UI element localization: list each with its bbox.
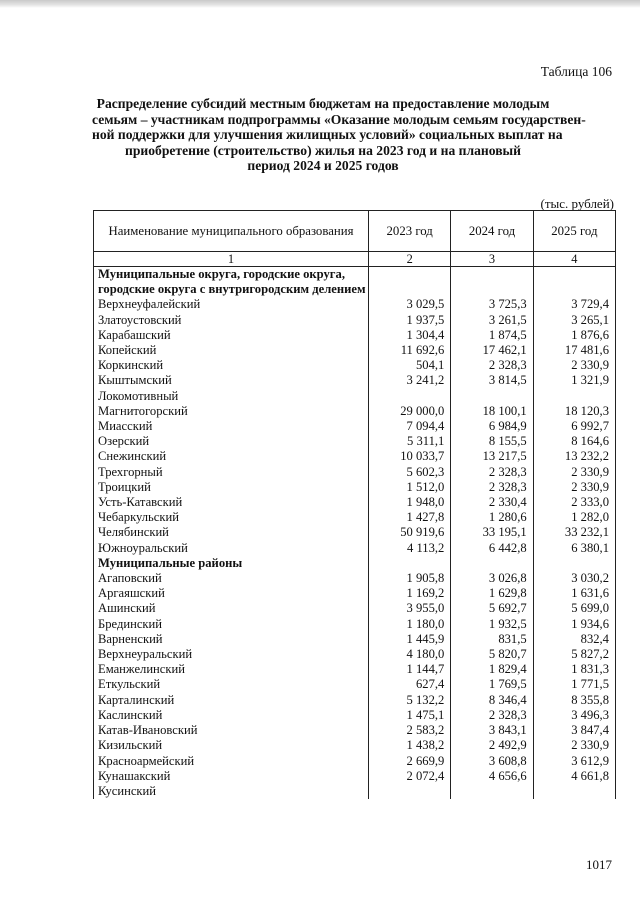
column-header-2025: 2025 год [533,211,615,252]
value-2024: 6 984,9 [451,419,533,434]
value-2024: 1 280,6 [451,510,533,525]
value-2023: 29 000,0 [369,404,451,419]
municipality-name: Верхнеуральский [94,647,369,662]
municipality-name: Агаповский [94,571,369,586]
value-2023: 2 583,2 [369,723,451,738]
table-row [94,677,616,692]
value-2024: 2 328,3 [451,358,533,373]
value-2023: 2 669,9 [369,754,451,769]
value-2025: 2 333,0 [533,495,615,510]
table-row [94,541,616,556]
municipality-name: Еманжелинский [94,662,369,677]
table-row [94,419,616,434]
value-2025: 5 827,2 [533,647,615,662]
municipality-name: Снежинский [94,449,369,464]
municipality-name: Варненский [94,632,369,647]
value-2025: 1 282,0 [533,510,615,525]
title-line: Распределение субсидий местным бюджетам на предоставление молодым [96,96,550,111]
table-row [94,586,616,601]
municipality-name: Копейский [94,343,369,358]
table-row [94,449,616,464]
value-2024: 3 261,5 [451,313,533,328]
table-row [94,571,616,586]
value-2023: 1 180,0 [369,617,451,632]
table-row [94,328,616,343]
title-line: приобретение (строительство) жилья на 2023 год и на плановый [125,142,521,158]
value-2024: 1 932,5 [451,617,533,632]
value-2025: 2 330,9 [533,358,615,373]
value-2025: 3 847,4 [533,723,615,738]
municipality-name: Карталинский [94,693,369,708]
value-2025 [533,389,615,404]
value-2024: 3 026,8 [451,571,533,586]
table-row [94,662,616,677]
table-row [94,358,616,373]
value-2024: 8 346,4 [451,693,533,708]
column-number: 4 [533,252,615,267]
value-2024: 3 843,1 [451,723,533,738]
value-2025: 8 164,6 [533,434,615,449]
municipality-name: Еткульский [94,677,369,692]
page-number: 1017 [586,857,612,872]
municipality-name: Миасский [94,419,369,434]
value-2025: 33 232,1 [533,525,615,540]
value-2024: 2 330,4 [451,495,533,510]
document-title [92,96,586,174]
value-2023: 2 072,4 [369,769,451,784]
municipality-name: Брединский [94,617,369,632]
municipality-name: Ашинский [94,601,369,616]
table-row [94,769,616,784]
table-row [94,525,616,540]
table-row [94,510,616,525]
table-row [94,647,616,662]
table-row [94,389,616,404]
municipality-name: Челябинский [94,525,369,540]
column-number: 2 [369,252,451,267]
empty-cell [369,556,451,571]
value-2024: 17 462,1 [451,343,533,358]
value-2025: 2 330,9 [533,480,615,495]
municipality-name: Трехгорный [94,465,369,480]
value-2023: 11 692,6 [369,343,451,358]
column-number: 1 [94,252,369,267]
municipality-name: Карабашский [94,328,369,343]
table-row [94,601,616,616]
municipality-name: Кизильский [94,738,369,753]
table-row [94,480,616,495]
table-row [94,373,616,388]
table-row [94,343,616,358]
value-2023: 627,4 [369,677,451,692]
value-2024: 6 442,8 [451,541,533,556]
scan-edge [0,0,640,8]
municipality-name: Каслинский [94,708,369,723]
table-row [94,495,616,510]
value-2024 [451,784,533,799]
section-row [94,267,616,298]
value-2025: 5 699,0 [533,601,615,616]
value-2024: 3 608,8 [451,754,533,769]
municipality-name: Чебаркульский [94,510,369,525]
value-2024: 1 629,8 [451,586,533,601]
value-2023: 504,1 [369,358,451,373]
value-2023: 4 180,0 [369,647,451,662]
value-2025 [533,784,615,799]
value-2025: 18 120,3 [533,404,615,419]
municipality-name: Магнитогорский [94,404,369,419]
municipality-name: Кунашакский [94,769,369,784]
value-2025: 8 355,8 [533,693,615,708]
table-row [94,465,616,480]
value-2025: 3 265,1 [533,313,615,328]
value-2025: 1 321,9 [533,373,615,388]
value-2024: 33 195,1 [451,525,533,540]
value-2025: 3 612,9 [533,754,615,769]
column-header-2023: 2023 год [369,211,451,252]
column-number: 3 [451,252,533,267]
value-2023: 1 427,8 [369,510,451,525]
table-body [94,267,616,800]
value-2024: 2 328,3 [451,465,533,480]
value-2025: 2 330,9 [533,465,615,480]
value-2024: 3 814,5 [451,373,533,388]
table-row [94,708,616,723]
municipality-name: Усть-Катавский [94,495,369,510]
table-row [94,738,616,753]
value-2023: 1 475,1 [369,708,451,723]
value-2024: 3 725,3 [451,297,533,312]
value-2023 [369,784,451,799]
value-2025: 3 030,2 [533,571,615,586]
value-2025: 3 496,3 [533,708,615,723]
municipality-name: Южноуральский [94,541,369,556]
value-2025: 1 831,3 [533,662,615,677]
value-2025: 6 380,1 [533,541,615,556]
value-2025: 2 330,9 [533,738,615,753]
table-row [94,434,616,449]
municipality-name: Верхнеуфалейский [94,297,369,312]
value-2025: 13 232,2 [533,449,615,464]
value-2024: 2 328,3 [451,480,533,495]
table-number: Таблица 106 [540,64,612,79]
value-2025: 4 661,8 [533,769,615,784]
value-2023: 1 438,2 [369,738,451,753]
value-2023: 3 029,5 [369,297,451,312]
municipality-name: Катав-Ивановский [94,723,369,738]
section-row [94,556,616,571]
municipality-name: Златоустовский [94,313,369,328]
value-2024: 8 155,5 [451,434,533,449]
value-2023: 10 033,7 [369,449,451,464]
value-2023: 50 919,6 [369,525,451,540]
value-2023: 5 311,1 [369,434,451,449]
value-2023: 1 905,8 [369,571,451,586]
value-2025: 832,4 [533,632,615,647]
value-2023: 5 602,3 [369,465,451,480]
value-2023: 1 445,9 [369,632,451,647]
subsidy-table [93,210,616,799]
value-2024: 4 656,6 [451,769,533,784]
value-2023: 1 169,2 [369,586,451,601]
value-2023: 1 304,4 [369,328,451,343]
value-2024: 2 492,9 [451,738,533,753]
municipality-name: Локомотивный [94,389,369,404]
value-2023: 1 937,5 [369,313,451,328]
value-2023: 1 948,0 [369,495,451,510]
title-line: семьям – участникам подпрограммы «Оказание молодым семьям государствен- [92,111,586,127]
value-2023: 3 241,2 [369,373,451,388]
municipality-name: Кусинский [94,784,369,799]
value-2025: 17 481,6 [533,343,615,358]
value-2023 [369,389,451,404]
value-2024: 1 874,5 [451,328,533,343]
section-heading: Муниципальные районы [94,556,369,571]
column-header-2024: 2024 год [451,211,533,252]
municipality-name: Красноармейский [94,754,369,769]
value-2023: 1 144,7 [369,662,451,677]
value-2025: 6 992,7 [533,419,615,434]
value-2023: 4 113,2 [369,541,451,556]
units-label: (тыс. рублей) [540,196,614,211]
empty-cell [533,556,615,571]
municipality-name: Аргаяшский [94,586,369,601]
table-row [94,404,616,419]
value-2023: 5 132,2 [369,693,451,708]
municipality-name: Троицкий [94,480,369,495]
value-2024: 831,5 [451,632,533,647]
column-number-row [94,252,616,267]
value-2025: 1 876,6 [533,328,615,343]
municipality-name: Коркинский [94,358,369,373]
value-2024: 5 692,7 [451,601,533,616]
municipality-name: Озерский [94,434,369,449]
empty-cell [369,267,451,298]
empty-cell [451,556,533,571]
table-row [94,754,616,769]
value-2023: 3 955,0 [369,601,451,616]
table-row [94,723,616,738]
empty-cell [451,267,533,298]
value-2024: 1 769,5 [451,677,533,692]
section-heading: Муниципальные округа, городские округа, городские округа с внутригородским делением [94,267,369,298]
header-row [94,211,616,252]
title-line: период 2024 и 2025 годов [247,158,399,174]
table-row [94,693,616,708]
value-2025: 1 934,6 [533,617,615,632]
value-2025: 3 729,4 [533,297,615,312]
value-2024: 5 820,7 [451,647,533,662]
municipality-name: Кыштымский [94,373,369,388]
value-2023: 1 512,0 [369,480,451,495]
table-row [94,784,616,799]
column-header-name: Наименование муниципального образования [94,211,369,252]
value-2024: 13 217,5 [451,449,533,464]
value-2024: 18 100,1 [451,404,533,419]
table-row [94,313,616,328]
table-row [94,617,616,632]
value-2025: 1 631,6 [533,586,615,601]
title-line: ной поддержки для улучшения жилищных условий» социальных выплат на [92,127,563,143]
value-2023: 7 094,4 [369,419,451,434]
table-row [94,632,616,647]
value-2024 [451,389,533,404]
value-2024: 1 829,4 [451,662,533,677]
value-2024: 2 328,3 [451,708,533,723]
empty-cell [533,267,615,298]
table-row [94,297,616,312]
value-2025: 1 771,5 [533,677,615,692]
